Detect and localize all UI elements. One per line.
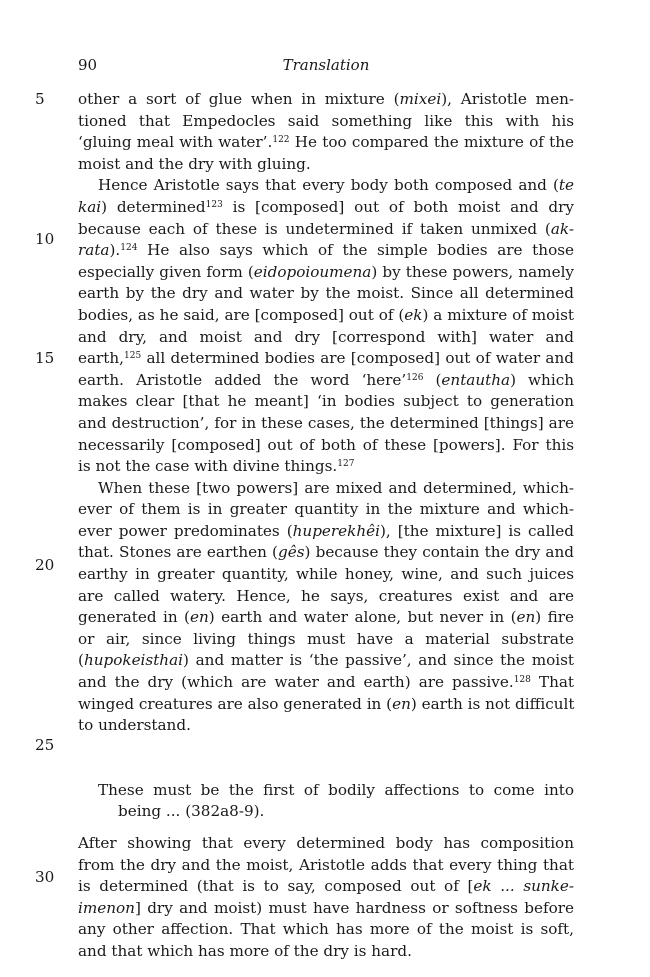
- text-line: any other affection. That which has more of the moist is soft,: [78, 920, 574, 939]
- text-line: earth by the dry and water by the moist. Since all determined: [78, 284, 574, 303]
- text-line: and dry, and moist and dry [correspond with] water and: [78, 327, 574, 346]
- text-line: After showing that every determined body has composition: [78, 834, 574, 852]
- footnote-ref: 122: [272, 135, 290, 146]
- text-line: bodies, as he said, are [composed] out of (ek) a mixture of moist: [78, 305, 575, 324]
- text-line: (hupokeisthai) and matter is ‘the passive’, and since the moist: [78, 651, 574, 670]
- text-line: winged creatures are also generated in (en) earth is not difficult: [78, 694, 575, 713]
- page-header: [78, 56, 574, 78]
- text-line: When these [two powers] are mixed and determined, which-: [98, 478, 574, 497]
- text-line: Hence Aristotle says that every body both composed and (te: [98, 176, 574, 195]
- text-line: is not the case with divine things.$^{127}$: [78, 457, 355, 476]
- text-line: kai) determined$^{123}$ is [composed] out of both moist and dry: [78, 197, 574, 216]
- text-line: other a sort of glue when in mixture (mixei), Aristotle men-: [78, 90, 574, 108]
- text-line: and that which has more of the dry is hard.: [78, 941, 412, 960]
- footnote-ref: 125: [124, 351, 142, 362]
- text-line: ‘gluing meal with water’.$^{122}$ He too compared the mixture of the: [78, 133, 575, 152]
- footnote-ref: 123: [205, 199, 223, 210]
- text-line: and destruction’, for in these cases, the determined [things] are: [78, 413, 574, 432]
- page-number: 90: [78, 56, 98, 74]
- text-line: earth. Aristotle added the word ‘here’$^{126}$ (entautha) which: [78, 370, 574, 389]
- text-line: and the dry (which are water and earth) are passive.$^{128}$ That: [78, 673, 575, 692]
- text-line: or air, since living things must have a material substrate: [78, 629, 574, 648]
- text-line: ever of them is in greater quantity in the mixture and which-: [78, 500, 574, 519]
- text-line: imenon] dry and moist) must have hardness or softness before: [78, 898, 574, 917]
- text-line: are called watery. Hence, he says, creatures exist and are: [78, 586, 574, 605]
- text-line: because each of these is undetermined if taken unmixed (ak-: [78, 219, 574, 238]
- margin-number: 5: [35, 90, 45, 108]
- margin-number: 30: [35, 868, 55, 886]
- margin-number: 10: [35, 230, 55, 248]
- text-line: especially given form (eidopoioumena) by these powers, namely: [78, 262, 575, 281]
- margin-number: 15: [35, 349, 55, 367]
- text-line: moist and the dry with gluing.: [78, 154, 311, 173]
- text-line: necessarily [composed] out of both of these [powers]. For this: [78, 435, 574, 454]
- footnote-ref: 128: [513, 675, 531, 686]
- text-line: makes clear [that he meant] ‘in bodies subject to generation: [78, 392, 574, 411]
- text-line: that. Stones are earthen (gês) because they contain the dry and: [78, 543, 574, 562]
- footnote-ref: 124: [120, 243, 138, 254]
- margin-number: 20: [35, 556, 55, 574]
- footnote-ref: 127: [337, 459, 355, 470]
- text-line: rata).$^{124}$ He also says which of the simple bodies are those: [78, 241, 574, 260]
- text-line: from the dry and the moist, Aristotle adds that every thing that: [78, 855, 574, 874]
- lemma-line: being ... (382a8-9).: [118, 802, 265, 821]
- footnote-ref: 126: [406, 372, 424, 383]
- body-text: [78, 89, 574, 963]
- text-line: generated in (en) earth and water alone, but never in (en) fire: [78, 608, 574, 627]
- text-line: is determined (that is to say, composed out of [ek ... sunke-: [78, 877, 575, 896]
- text-line: earthy in greater quantity, while honey, wine, and such juices: [78, 565, 574, 584]
- text-line: to understand.: [78, 716, 191, 735]
- text-line: ever power predominates (huperekhêi), [the mixture] is called: [78, 521, 574, 540]
- lemma-line: These must be the first of bodily affections to come into: [98, 780, 574, 799]
- running-title: Translation: [282, 56, 370, 74]
- text-line: earth,$^{125}$ all determined bodies are [composed] out of water and: [78, 349, 574, 368]
- margin-number: 25: [35, 736, 55, 754]
- text-line: tioned that Empedocles said something like this with his: [78, 111, 574, 130]
